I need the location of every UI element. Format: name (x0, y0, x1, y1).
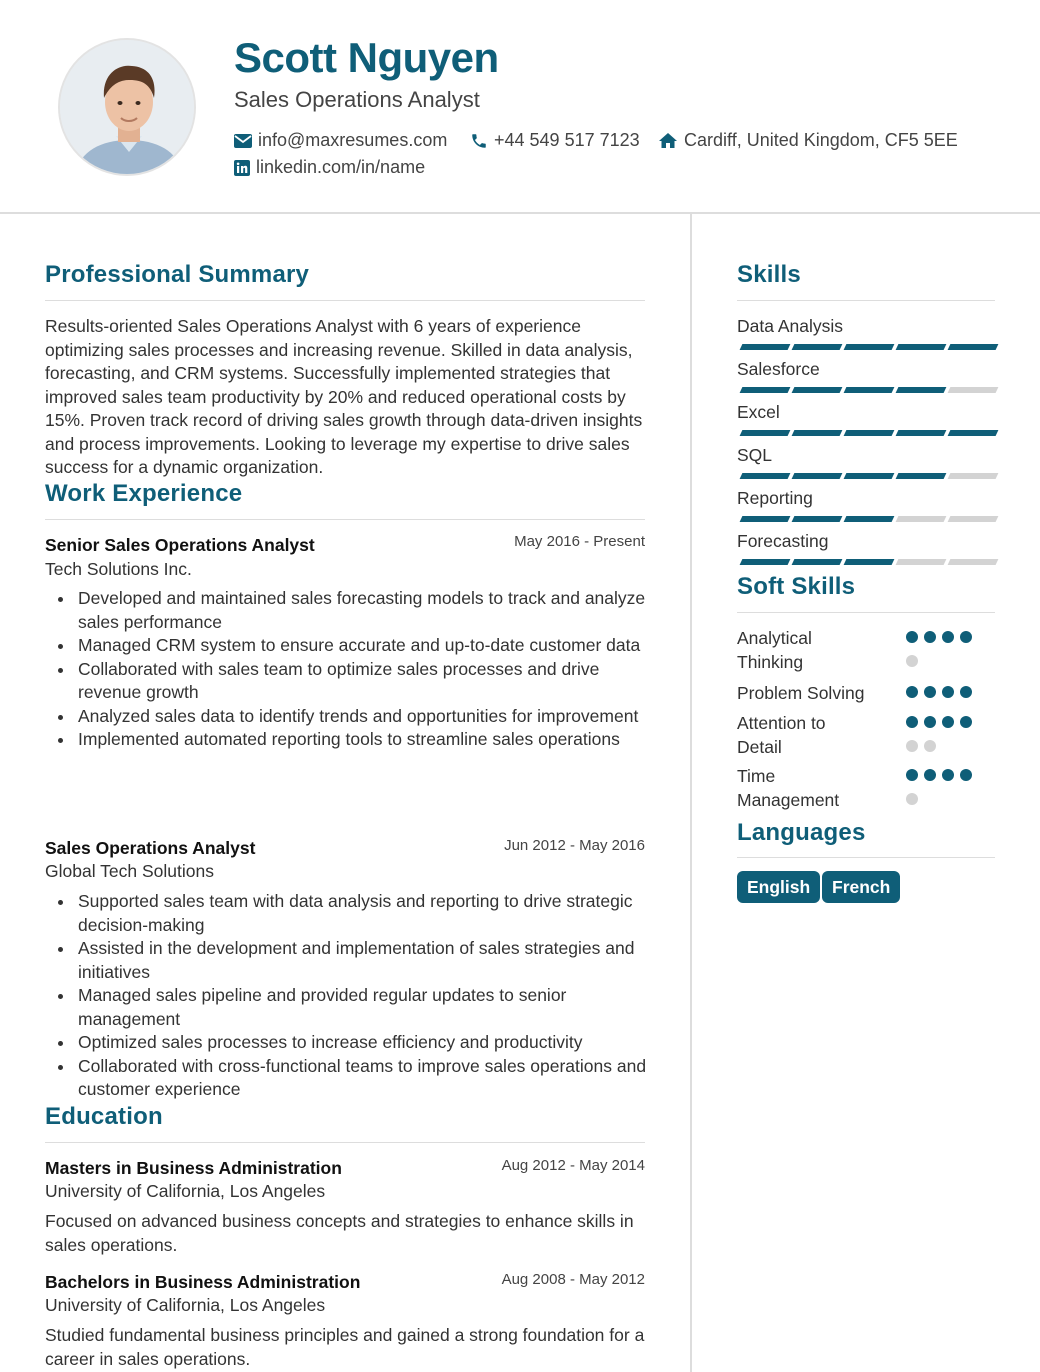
contact-linkedin-text: linkedin.com/in/name (256, 157, 426, 177)
job-company: Global Tech Solutions (45, 861, 214, 881)
experience-heading: Work Experience (45, 480, 243, 507)
skill-segment-filled (948, 430, 999, 436)
degree-school: University of California, Los Angeles (45, 1181, 326, 1201)
skill-level-bar (741, 473, 997, 479)
candidate-title: Sales Operations Analyst (234, 87, 480, 112)
experience-rule (45, 519, 645, 520)
language-badge-english: English (737, 871, 820, 903)
skill-level-bar (741, 387, 997, 393)
list-item: Analyzed sales data to identify trends and opportunities for improvement (45, 705, 655, 729)
skill-segment-filled (896, 430, 947, 436)
skill-segment-filled (844, 344, 895, 350)
job-bullets (45, 587, 655, 752)
rating-dot-filled (924, 769, 936, 781)
envelope-icon (234, 134, 252, 148)
job-date: Jun 2012 - May 2016 (504, 837, 645, 854)
list-item: Managed CRM system to ensure accurate and up-to-date customer data (45, 634, 655, 658)
linkedin-icon (234, 160, 250, 176)
degree-date: Aug 2012 - May 2014 (501, 1157, 645, 1174)
soft-skills-rule (737, 612, 995, 613)
home-icon (658, 132, 678, 149)
rating-dot-filled (906, 769, 918, 781)
column-divider (690, 214, 692, 1372)
list-item: Developed and maintained sales forecasting models to track and analyze sales performance (45, 587, 655, 634)
skill-level-bar (741, 344, 997, 350)
skill-segment-filled (844, 516, 895, 522)
skills-rule (737, 300, 995, 301)
candidate-name: Scott Nguyen (234, 34, 499, 81)
avatar-illustration (60, 40, 196, 176)
skill-label: Reporting (737, 488, 813, 508)
skill-segment-filled (792, 344, 843, 350)
rating-dot-filled (906, 631, 918, 643)
skill-segment-empty (948, 559, 999, 565)
contact-email-text: info@maxresumes.com (258, 130, 448, 150)
skill-segment-filled (896, 344, 947, 350)
degree-title: Bachelors in Business Administration (45, 1272, 361, 1292)
degree-description: Focused on advanced business concepts and strategies to enhance skills in sales operations. (45, 1211, 634, 1255)
skill-segment-filled (740, 559, 791, 565)
profile-photo (58, 38, 196, 176)
education-rule (45, 1142, 645, 1143)
skill-segment-filled (896, 387, 947, 393)
rating-dot-filled (906, 716, 918, 728)
list-item: Supported sales team with data analysis and reporting to drive strategic decision-making (45, 890, 655, 937)
contact-email[interactable] (234, 130, 447, 151)
rating-dot-empty (906, 655, 918, 667)
skill-segment-filled (792, 473, 843, 479)
soft-skill-rating (906, 769, 978, 805)
soft-skill-rating (906, 716, 978, 752)
soft-skill-label: Problem Solving (737, 683, 865, 703)
job-date: May 2016 - Present (514, 533, 645, 550)
rating-dot-filled (960, 769, 972, 781)
resume-header (0, 0, 1040, 214)
job-title: Sales Operations Analyst (45, 838, 256, 858)
rating-dot-empty (906, 793, 918, 805)
list-item: Collaborated with cross-functional teams to improve sales operations and customer experience (45, 1055, 655, 1102)
contact-location (658, 130, 958, 151)
soft-skill-rating (906, 686, 978, 698)
languages-heading: Languages (737, 819, 866, 846)
soft-skill-label: Analytical Thinking (737, 628, 812, 672)
degree-date: Aug 2008 - May 2012 (501, 1271, 645, 1288)
skill-segment-filled (792, 516, 843, 522)
skill-level-bar (741, 516, 997, 522)
skill-segment-filled (792, 430, 843, 436)
rating-dot-filled (960, 716, 972, 728)
soft-skill-label: Time Management (737, 766, 840, 810)
skill-level-bar (741, 430, 997, 436)
skill-segment-filled (896, 473, 947, 479)
education-heading: Education (45, 1103, 163, 1130)
language-badge-french: French (822, 871, 900, 903)
skill-segment-filled (792, 387, 843, 393)
skill-label: Excel (737, 402, 780, 422)
skill-segment-filled (844, 430, 895, 436)
skill-label: Data Analysis (737, 316, 844, 336)
skill-segment-filled (740, 516, 791, 522)
rating-dot-filled (924, 631, 936, 643)
rating-dot-filled (942, 686, 954, 698)
skill-segment-empty (948, 387, 999, 393)
degree-school: University of California, Los Angeles (45, 1295, 326, 1315)
rating-dot-filled (942, 631, 954, 643)
soft-skill-rating (906, 631, 978, 667)
languages-rule (737, 857, 995, 858)
skill-segment-empty (948, 473, 999, 479)
skill-segment-filled (792, 559, 843, 565)
degree-description: Studied fundamental business principles and gained a strong foundation for a career in sales operations. (45, 1325, 645, 1369)
rating-dot-filled (924, 686, 936, 698)
skill-segment-empty (948, 516, 999, 522)
list-item: Optimized sales processes to increase efficiency and productivity (45, 1031, 655, 1055)
job-title: Senior Sales Operations Analyst (45, 535, 315, 555)
soft-skills-heading: Soft Skills (737, 573, 856, 600)
soft-skill-label: Attention to Detail (737, 713, 826, 757)
skill-segment-filled (740, 387, 791, 393)
skill-segment-empty (896, 559, 947, 565)
contact-location-text: Cardiff, United Kingdom, CF5 5EE (684, 130, 958, 150)
summary-rule (45, 300, 645, 301)
skill-segment-filled (844, 559, 895, 565)
skill-level-bar (741, 559, 997, 565)
skill-segment-filled (948, 344, 999, 350)
skill-segment-filled (740, 473, 791, 479)
skill-segment-empty (896, 516, 947, 522)
rating-dot-filled (942, 716, 954, 728)
skill-segment-filled (740, 344, 791, 350)
list-item: Collaborated with sales team to optimize sales processes and drive revenue growth (45, 658, 655, 705)
list-item: Assisted in the development and implementation of sales strategies and initiatives (45, 937, 655, 984)
skill-segment-filled (844, 473, 895, 479)
contact-phone[interactable] (470, 130, 640, 151)
job-company: Tech Solutions Inc. (45, 559, 192, 579)
contact-linkedin[interactable] (234, 157, 425, 178)
rating-dot-filled (906, 686, 918, 698)
skills-heading: Skills (737, 261, 801, 288)
skill-label: Salesforce (737, 359, 820, 379)
skill-label: Forecasting (737, 531, 829, 551)
rating-dot-filled (960, 631, 972, 643)
job-bullets (45, 890, 655, 1102)
skill-label: SQL (737, 445, 773, 465)
list-item: Implemented automated reporting tools to streamline sales operations (45, 728, 655, 752)
summary-text: Results-oriented Sales Operations Analyst with 6 years of experience optimizing sales processes and increasing revenue. Skilled in data analysis, forecasting, and CRM systems. Successfully implemented strategies that improved sales team productivity by 20% and reduced operational costs by 15%. Proven track record of driving sales growth through data-driven insights and process improvements. Looking to leverage my expertise to drive sales success for a dynamic organization. (45, 316, 643, 477)
contact-phone-text: +44 549 517 7123 (494, 130, 640, 150)
phone-icon (470, 132, 488, 150)
degree-title: Masters in Business Administration (45, 1158, 342, 1178)
rating-dot-filled (942, 769, 954, 781)
skill-segment-filled (844, 387, 895, 393)
rating-dot-empty (924, 740, 936, 752)
rating-dot-filled (960, 686, 972, 698)
rating-dot-empty (906, 740, 918, 752)
summary-heading: Professional Summary (45, 261, 310, 288)
rating-dot-filled (924, 716, 936, 728)
list-item: Managed sales pipeline and provided regular updates to senior management (45, 984, 655, 1031)
skill-segment-filled (740, 430, 791, 436)
